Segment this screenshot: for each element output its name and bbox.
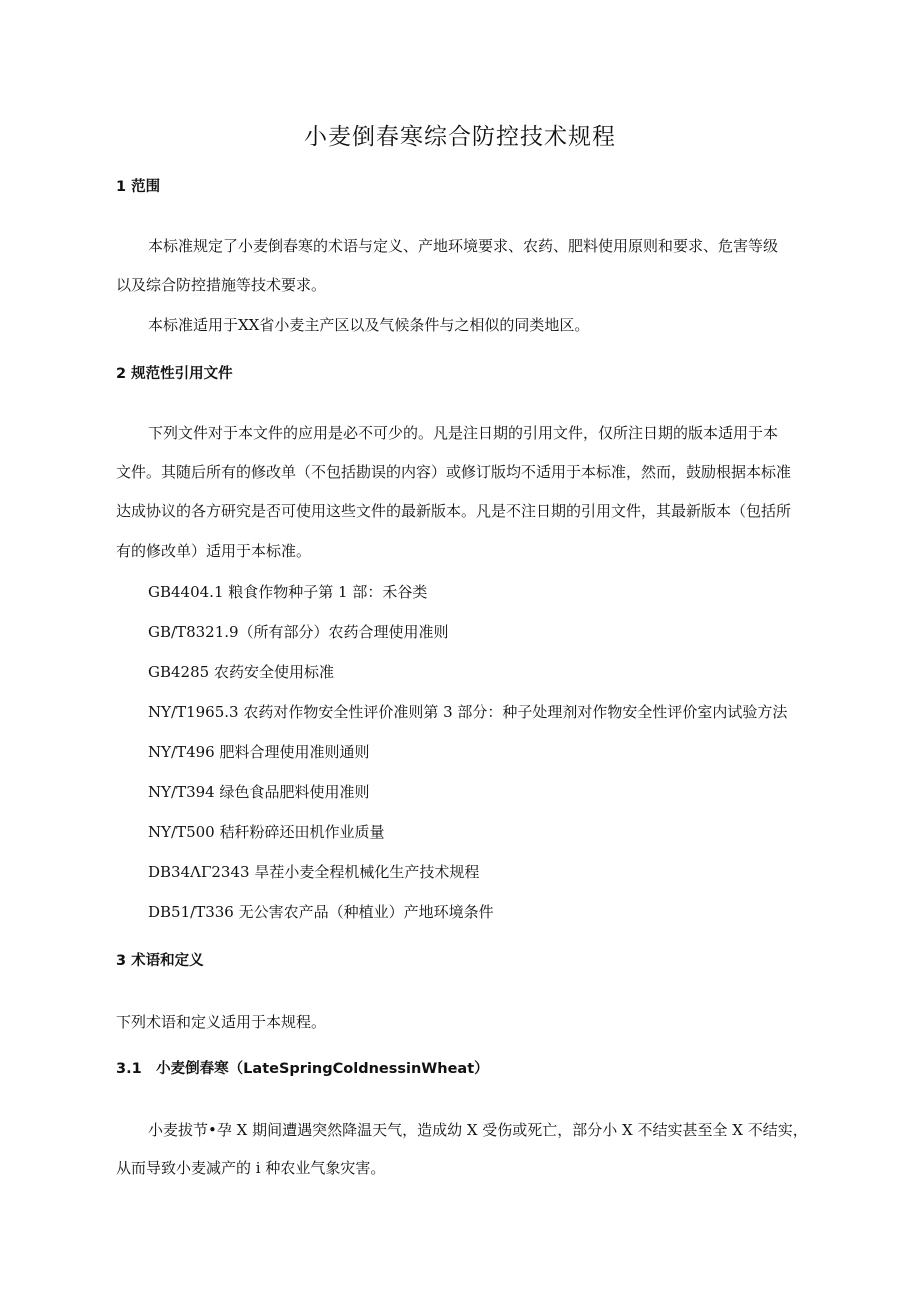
reference-item: NY/T496 肥料合理使用准则通则: [148, 743, 370, 761]
section-2-paragraph-line-4: 有的修改单）适用于本标准。: [116, 542, 312, 560]
section-1-heading: 1 范围: [116, 179, 161, 195]
section-1-paragraph-2: 本标准适用于XX省小麦主产区以及气候条件与之相似的同类地区。: [148, 316, 590, 334]
section-2-paragraph-line-3: 达成协议的各方研究是否可使用这些文件的最新版本。凡是不注日期的引用文件，其最新版本（包括所: [116, 502, 792, 520]
reference-item: DB34ΛΓ2343 旱茬小麦全程机械化生产技术规程: [148, 863, 480, 881]
document-title: 小麦倒春寒综合防控技术规程: [304, 124, 616, 150]
reference-item: GB/T8321.9（所有部分）农药合理使用准则: [148, 623, 449, 641]
section-3-intro: 下列术语和定义适用于本规程。: [116, 1013, 327, 1031]
definition-line-1: 小麦拔节•孕 X 期间遭遇突然降温天气，造成幼 X 受伤或死亡，部分小 X 不结实甚至全 X 不结实，: [148, 1121, 808, 1139]
section-2-heading: 2 规范性引用文件: [116, 366, 233, 382]
reference-item: GB4285 农药安全使用标准: [148, 663, 334, 681]
reference-item: DB51/T336 无公害农产品（种植业）产地环境条件: [148, 903, 494, 921]
section-3-heading: 3 术语和定义: [116, 953, 204, 969]
section-2-paragraph-line-2: 文件。其随后所有的修改单（不包括勘误的内容）或修订版均不适用于本标准，然而，鼓励根据本标准: [116, 463, 792, 481]
reference-item: NY/T500 秸秆粉碎还田机作业质量: [148, 823, 385, 841]
section-1-paragraph-1-line-2: 以及综合防控措施等技术要求。: [116, 276, 327, 294]
reference-item: GB4404.1 粮食作物种子第 1 部：禾谷类: [148, 583, 428, 601]
section-3-1-heading: 3.1 小麦倒春寒（LateSpringColdnessinWheat）: [116, 1061, 489, 1077]
reference-item: NY/T394 绿色食品肥料使用准则: [148, 783, 370, 801]
section-2-paragraph-line-1: 下列文件对于本文件的应用是必不可少的。凡是注日期的引用文件，仅所注日期的版本适用于本: [148, 424, 779, 442]
reference-item: NY/T1965.3 农药对作物安全性评价准则第 3 部分：种子处理剂对作物安全性评价室内试验方法: [148, 703, 788, 721]
section-1-paragraph-1-line-1: 本标准规定了小麦倒春寒的术语与定义、产地环境要求、农药、肥料使用原则和要求、危害等级: [148, 237, 779, 255]
definition-line-2: 从而导致小麦减产的 i 种农业气象灾害。: [116, 1159, 386, 1177]
